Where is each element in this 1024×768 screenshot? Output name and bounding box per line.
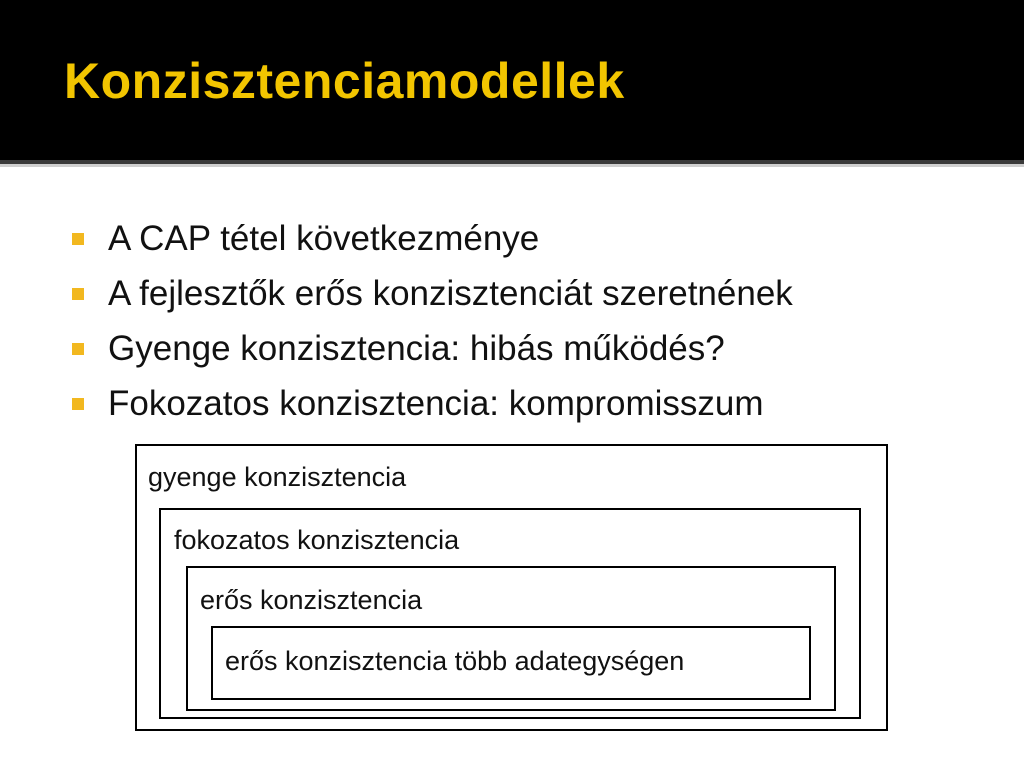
bullet-item bbox=[72, 214, 1012, 269]
square-bullet-icon bbox=[72, 343, 84, 355]
consistency-label-strong-multi: erős konzisztencia több adategységen bbox=[225, 646, 685, 676]
bullet-item bbox=[72, 269, 1012, 324]
bullet-item bbox=[72, 324, 1012, 379]
square-bullet-icon bbox=[72, 233, 84, 245]
bullet-list bbox=[72, 214, 1012, 434]
slide-title: Konzisztenciamodellek bbox=[64, 53, 625, 109]
bullet-text: Gyenge konzisztencia: hibás működés? bbox=[108, 329, 725, 368]
bullet-text: A fejlesztők erős konzisztenciát szeretnének bbox=[108, 274, 793, 313]
consistency-label-eventual: fokozatos konzisztencia bbox=[174, 525, 460, 555]
square-bullet-icon bbox=[72, 288, 84, 300]
bullet-text: A CAP tétel következménye bbox=[108, 219, 540, 258]
square-bullet-icon bbox=[72, 398, 84, 410]
title-divider-highlight bbox=[0, 164, 1024, 167]
bullet-item bbox=[72, 379, 1012, 434]
bullet-text: Fokozatos konzisztencia: kompromisszum bbox=[108, 384, 764, 423]
consistency-label-strong: erős konzisztencia bbox=[200, 585, 423, 615]
consistency-label-weak: gyenge konzisztencia bbox=[148, 462, 407, 492]
